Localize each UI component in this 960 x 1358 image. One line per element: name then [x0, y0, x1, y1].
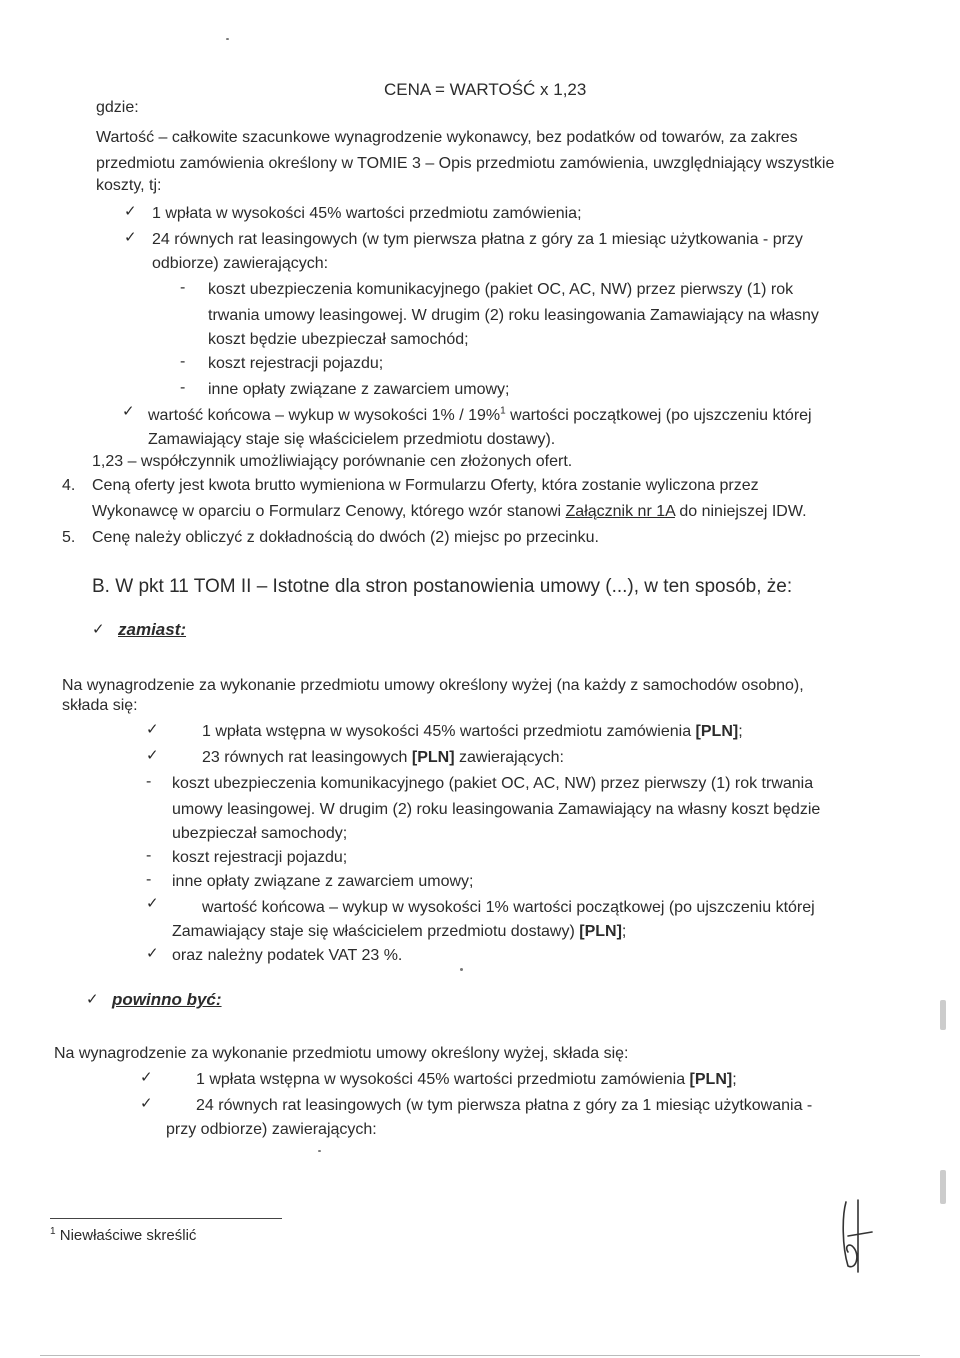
old-sub-item-3: inne opłaty związane z zawarciem umowy;	[172, 873, 474, 890]
dash-bullet: -	[146, 773, 152, 790]
old-sub-item-1-line-3: ubezpieczał samochody;	[172, 825, 348, 842]
point-4-line-1: Ceną oferty jest kwota brutto wymieniona w Formularzu Oferty, która zostanie wyliczona przez	[92, 477, 759, 494]
scan-speck	[940, 1000, 946, 1030]
scan-speck	[226, 38, 229, 40]
dash-bullet: -	[180, 279, 186, 296]
sub-item-3: inne opłaty związane z zawarciem umowy;	[208, 381, 510, 398]
check-icon: ✓	[146, 895, 159, 912]
dash-bullet: -	[146, 847, 152, 864]
cost-item-1: 1 wpłata w wysokości 45% wartości przedmiotu zamówienia;	[152, 205, 582, 222]
instead-label: zamiast:	[118, 620, 187, 639]
sub-item-1-line-1: koszt ubezpieczenia komunikacyjnego (pakiet OC, AC, NW) przez pierwszy (1) rok	[208, 281, 794, 298]
where-label: gdzie:	[96, 99, 139, 116]
footnote-ref: 1	[500, 405, 506, 417]
check-icon: ✓	[92, 621, 105, 638]
value-definition-line-3: koszty, tj:	[96, 177, 162, 194]
section-b-heading: B. W pkt 11 TOM II – Istotne dla stron postanowienia umowy (...), w ten sposób, że:	[92, 576, 793, 597]
old-sub-item-1-line-1: koszt ubezpieczenia komunikacyjnego (pakiet OC, AC, NW) przez pierwszy (1) rok trwania	[172, 775, 814, 792]
check-icon: ✓	[146, 721, 159, 738]
footnote-separator	[50, 1218, 282, 1219]
coefficient-note: 1,23 – współczynnik umożliwiający porównanie cen złożonych ofert.	[92, 453, 573, 470]
cost-item-3-line-1: wartość końcowa – wykup w wysokości 1% / 19%$^1$ wartości początkowej (po ujszczeniu której	[148, 405, 812, 424]
point-5-number: 5.	[62, 529, 76, 546]
check-icon: ✓	[124, 229, 137, 246]
value-definition-line-1: Wartość – całkowite szacunkowe wynagrodzenie wykonawcy, bez podatków od towarów, za zakres	[96, 129, 798, 146]
should-be-label: powinno być:	[112, 990, 222, 1009]
cost-item-2-line-1: 24 równych rat leasingowych (w tym pierwsza płatna z góry za 1 miesiąc użytkowania - przy	[152, 231, 803, 248]
price-formula: CENA = WARTOŚĆ x 1,23	[384, 80, 587, 99]
old-item-2: 23 równych rat leasingowych [PLN] zawierających:	[202, 749, 564, 766]
old-item-4: oraz należny podatek VAT 23 %.	[172, 947, 403, 964]
scan-speck	[318, 1150, 321, 1152]
new-item-2-line-2: przy odbiorze) zawierających:	[166, 1121, 377, 1138]
old-sub-item-1-line-2: umowy leasingowej. W drugim (2) roku leasingowania Zamawiający na własny koszt będzie	[172, 801, 821, 818]
sub-item-1-line-3: koszt będzie ubezpieczał samochód;	[208, 331, 469, 348]
scan-edge	[40, 1355, 920, 1356]
scan-speck	[940, 1170, 946, 1204]
old-item-1: 1 wpłata wstępna w wysokości 45% wartości przedmiotu zamówienia [PLN];	[202, 723, 743, 740]
cost-item-3-line-2: Zamawiający staje się właścicielem przedmiotu dostawy).	[148, 431, 556, 448]
check-icon: ✓	[122, 403, 135, 420]
should-intro: Na wynagrodzenie za wykonanie przedmiotu umowy określony wyżej, składa się:	[54, 1045, 629, 1062]
point-4-line-2: Wykonawcę w oparciu o Formularz Cenowy, którego wzór stanowi Załącznik nr 1A do niniejszej IDW.	[92, 503, 807, 520]
new-item-2-line-1: 24 równych rat leasingowych (w tym pierwsza płatna z góry za 1 miesiąc użytkowania -	[196, 1097, 813, 1114]
sub-item-2: koszt rejestracji pojazdu;	[208, 355, 384, 372]
old-item-3-line-2: Zamawiający staje się właścicielem przedmiotu dostawy) [PLN];	[172, 923, 627, 940]
point-5-text: Cenę należy obliczyć z dokładnością do dwóch (2) miejsc po przecinku.	[92, 529, 599, 546]
footnote-number: 1	[50, 1226, 56, 1237]
value-definition-line-2: przedmiotu zamówienia określony w TOMIE 3 – Opis przedmiotu zamówienia, uwzględniający wszystkie	[96, 155, 835, 172]
dash-bullet: -	[180, 353, 186, 370]
check-icon: ✓	[124, 203, 137, 220]
footnote: $^1$ Niewłaściwe skreślić	[50, 1226, 197, 1244]
dash-bullet: -	[146, 871, 152, 888]
point-4-number: 4.	[62, 477, 76, 494]
dash-bullet: -	[180, 379, 186, 396]
check-icon: ✓	[140, 1069, 153, 1086]
instead-intro-line-1: Na wynagrodzenie za wykonanie przedmiotu umowy określony wyżej (na każdy z samochodów osobno),	[62, 677, 804, 694]
attachment-reference: Załącznik nr 1A	[565, 503, 675, 520]
check-icon: ✓	[140, 1095, 153, 1112]
old-sub-item-2: koszt rejestracji pojazdu;	[172, 849, 348, 866]
new-item-1: 1 wpłata wstępna w wysokości 45% wartości przedmiotu zamówienia [PLN];	[196, 1071, 737, 1088]
sub-item-1-line-2: trwania umowy leasingowej. W drugim (2) roku leasingowania Zamawiający na własny	[208, 307, 819, 324]
check-icon: ✓	[146, 747, 159, 764]
check-icon: ✓	[86, 991, 99, 1008]
scan-speck	[460, 968, 463, 971]
cost-item-2-line-2: odbiorze) zawierających:	[152, 255, 329, 272]
instead-intro-line-2: składa się:	[62, 697, 138, 714]
handwritten-initials	[838, 1196, 878, 1276]
old-item-3-line-1: wartość końcowa – wykup w wysokości 1% wartości początkowej (po ujszczeniu której	[202, 899, 815, 916]
check-icon: ✓	[146, 945, 159, 962]
